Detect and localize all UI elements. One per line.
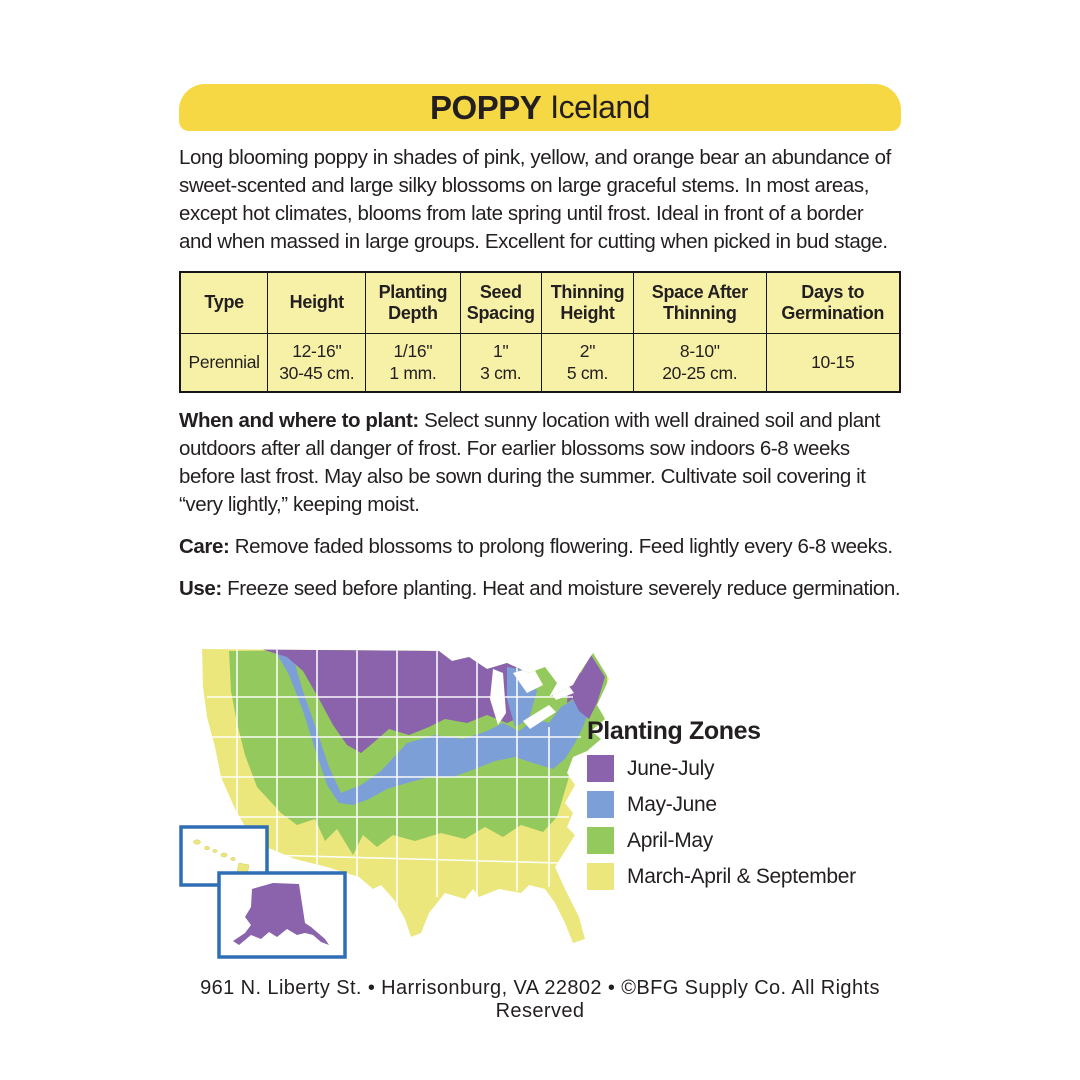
when-where-label: When and where to plant: bbox=[179, 409, 419, 432]
care-text: Remove faded blossoms to prolong flowering. Feed lightly every 6-8 weeks. bbox=[229, 535, 893, 558]
planting-specs-table bbox=[179, 271, 901, 393]
seed-packet-back bbox=[179, 0, 901, 1023]
cell-seed-spacing-value: 1" bbox=[493, 341, 509, 362]
table-row bbox=[180, 333, 900, 392]
alaska-inset bbox=[219, 873, 345, 957]
cell-type bbox=[180, 333, 268, 392]
col-header-height: Height bbox=[268, 272, 366, 333]
use-text: Freeze seed before planting. Heat and moisture severely reduce germination. bbox=[221, 577, 901, 600]
col-header-space-after-thinning: Space After Thinning bbox=[634, 272, 766, 333]
cell-height-metric: 30-45 cm. bbox=[279, 363, 355, 384]
cell-days-to-germination-value: 10-15 bbox=[811, 352, 855, 373]
cell-seed-spacing-metric: 3 cm. bbox=[480, 363, 522, 384]
care-label: Care: bbox=[179, 535, 230, 558]
cell-planting-depth bbox=[366, 333, 460, 392]
col-header-planting-depth: Planting Depth bbox=[366, 272, 460, 333]
cell-height bbox=[268, 333, 366, 392]
use-label: Use: bbox=[179, 577, 222, 600]
cultivar-name: Iceland bbox=[550, 89, 650, 125]
zone-swatch-green bbox=[587, 827, 614, 854]
col-header-type: Type bbox=[180, 272, 268, 333]
legend-row-june-july bbox=[587, 755, 856, 782]
cell-days-to-germination bbox=[766, 333, 900, 392]
cell-thinning-height-metric: 5 cm. bbox=[566, 363, 609, 384]
us-planting-zones-map bbox=[177, 627, 617, 961]
legend-label: June-July bbox=[627, 756, 715, 780]
legend-label: May-June bbox=[627, 792, 717, 816]
care-section bbox=[179, 533, 901, 561]
planting-zones-section bbox=[179, 625, 901, 961]
cell-seed-spacing bbox=[460, 333, 541, 392]
cell-space-after-thinning-metric: 20-25 cm. bbox=[662, 363, 738, 384]
cell-thinning-height bbox=[541, 333, 633, 392]
cell-thinning-height-value: 2" bbox=[579, 341, 596, 362]
cell-space-after-thinning-value: 8-10" bbox=[679, 341, 720, 362]
plant-description: Long blooming poppy in shades of pink, yellow, and orange bear an abundance of sweet-scented and large silky blossoms on large graceful stems. In most areas, except hot climates, blooms from late spring until frost. Ideal in front of a border and when massed in large groups. Excellent for cutting when picked in bud stage. bbox=[179, 146, 891, 253]
when-where-section bbox=[179, 407, 901, 519]
col-header-days-to-germination: Days to Germination bbox=[766, 272, 900, 333]
variety-name: POPPY bbox=[430, 88, 542, 126]
planting-zones-legend bbox=[587, 717, 856, 899]
legend-title: Planting Zones bbox=[587, 717, 761, 745]
zone-swatch-blue bbox=[587, 791, 614, 818]
zone-swatch-yellow bbox=[587, 863, 614, 890]
legend-row-march-april-september bbox=[587, 863, 856, 890]
cell-space-after-thinning bbox=[634, 333, 766, 392]
use-section bbox=[179, 575, 901, 603]
col-header-seed-spacing: Seed Spacing bbox=[460, 272, 541, 333]
cell-planting-depth-metric: 1 mm. bbox=[389, 363, 437, 384]
zone-swatch-purple bbox=[587, 755, 614, 782]
cell-type-value: Perennial bbox=[188, 352, 260, 373]
footer-address-line: 961 N. Liberty St. • Harrisonburg, VA 22802 • ©BFG Supply Co. All Rights Reserved bbox=[200, 977, 880, 1022]
cell-planting-depth-value: 1/16" bbox=[393, 341, 433, 362]
legend-row-may-june bbox=[587, 791, 856, 818]
packet-title-banner bbox=[179, 84, 901, 131]
cell-height-value: 12-16" bbox=[292, 341, 342, 362]
table-header-row bbox=[180, 272, 900, 333]
when-where-text: Select sunny location with well drained soil and plant outdoors after all danger of frost. For earlier blossoms sow indoors 6-8 weeks before last frost. May also be sown during the summer. Cultivate soil covering it “very lightly,” keeping moist. bbox=[179, 409, 880, 516]
col-header-thinning-height: Thinning Height bbox=[541, 272, 633, 333]
legend-label: March-April & September bbox=[627, 864, 856, 888]
legend-label: April-May bbox=[627, 828, 713, 852]
legend-row-april-may bbox=[587, 827, 856, 854]
